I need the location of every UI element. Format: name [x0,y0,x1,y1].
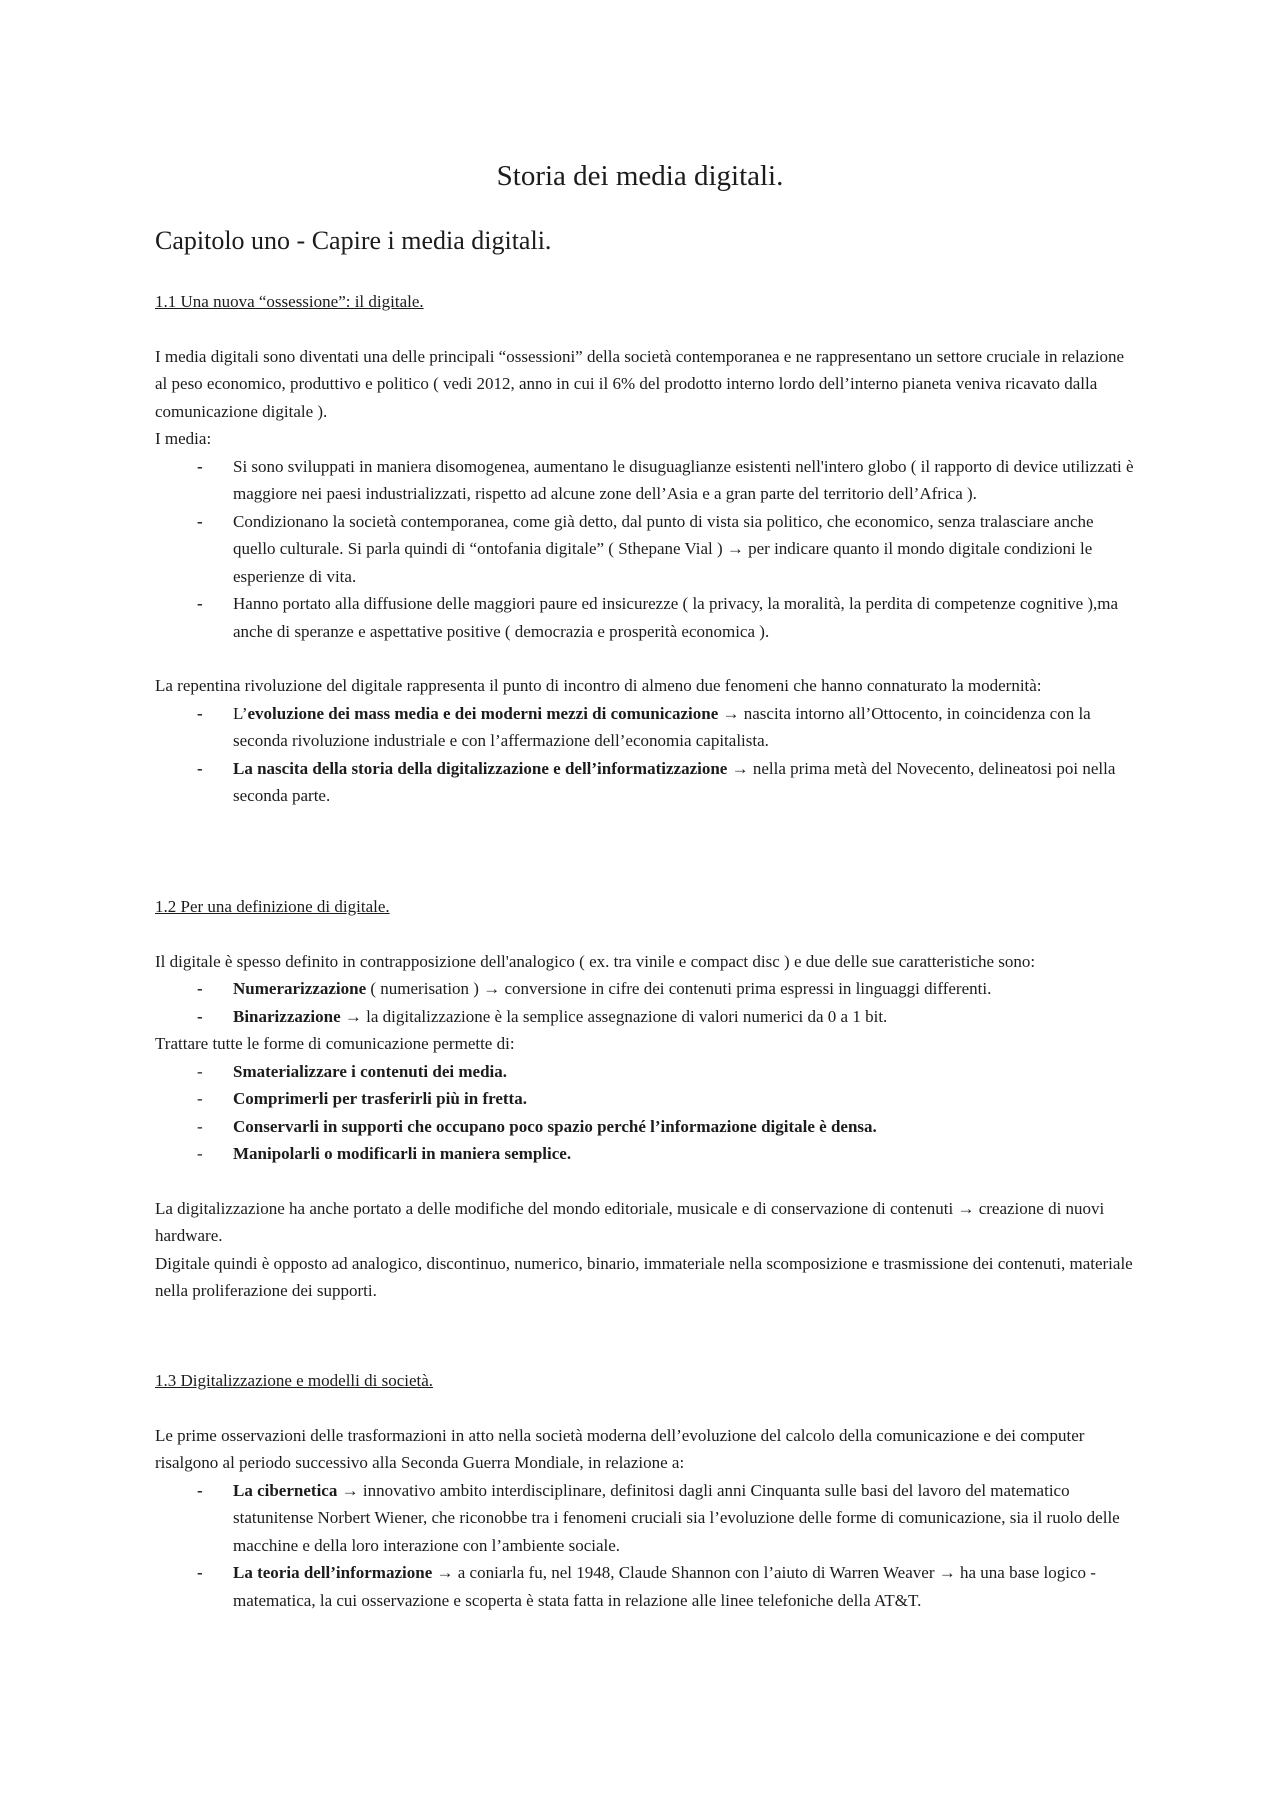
list-item-bold: La teoria dell’informazione [233,1563,433,1582]
bullet: - [197,758,203,778]
list-item [155,755,1135,810]
list-item [155,1003,1135,1031]
list-item-bold: evoluzione dei mass media e dei moderni mezzi di comunicazione [247,703,719,723]
bullet: - [197,511,203,531]
list-item-text: Si sono sviluppati in maniera disomogenea, aumentano le disuguaglianze esistenti nell'intero globo ( il rapporto di device utilizzati è maggiore nei paesi industrializzati, rispetto ad alcune zone dell’Asia e a gran parte del territorio dell’Africa ). [233,456,1134,503]
list-item [155,1085,1135,1113]
list-item-text: → innovativo ambito interdisciplinare, definitosi dagli anni Cinquanta sulle basi del lavoro del matematico statunitense Norbert Wiener, che riconobbe tra i fenomeni cruciali sia l’evoluzione delle forme di comunicazione, sia il ruolo delle macchine e della loro interazione con l’ambiente sociale. [233,1480,1120,1555]
section-1-3 [155,1367,1135,1614]
bullet: - [197,456,203,476]
section-heading: 1.2 Per una definizione di digitale. [155,897,390,916]
paragraph-conclusion: Digitale quindi è opposto ad analogico, discontinuo, numerico, binario, immateriale nella scomposizione e trasmissione dei contenuti, materiale nella proliferazione dei supporti. [155,1253,1133,1300]
media-points-list [155,453,1135,646]
section-1-2 [155,893,1135,1305]
list-item-bold: Manipolarli o modificarli in maniera semplice. [233,1144,572,1163]
list-item-prefix: L’ [233,703,248,723]
list-item [155,1477,1135,1560]
allows-list [155,1058,1135,1168]
bullet: - [197,703,203,723]
paragraph-editorial: La digitalizzazione ha anche portato a delle modifiche del mondo editoriale, musicale e di conservazione di contenuti → creazione di nuovi hardware. [155,1198,1105,1245]
section-heading: 1.1 Una nuova “ossessione”: il digitale. [155,292,424,311]
list-item [155,700,1135,755]
phenomena-list [155,700,1135,810]
list-item-text: → nella prima metà del Novecento, delineatosi poi nella seconda parte. [233,758,1116,805]
characteristics-list [155,975,1135,1030]
society-points-list [155,1477,1135,1615]
section-1-1 [155,288,1135,810]
list-item-bold: La cibernetica [233,1480,338,1500]
list-item-text: Hanno portato alla diffusione delle maggiori paure ed insicurezze ( la privacy, la moralità, la perdita di competenze cognitive ),ma anche di speranze e aspettative positive ( democrazia e prosperità economica ). [233,594,1119,641]
list-item-bold: Binarizzazione [233,1006,341,1026]
paragraph-intro: Il digitale è spesso definito in contrapposizione dell'analogico ( ex. tra vinile e compact disc ) e due delle sue caratteristiche sono: [155,951,1036,971]
list-item [155,1058,1135,1086]
paragraph-allows-intro: Trattare tutte le forme di comunicazione permette di: [155,1034,515,1053]
bullet: - [197,1116,203,1136]
list-item [155,453,1135,508]
paragraph-revolution: La repentina rivoluzione del digitale rappresenta il punto di incontro di almeno due fenomeni che hanno connaturato la modernità: [155,676,1042,695]
list-item-bold: La nascita della storia della digitalizzazione e dell’informatizzazione [233,758,728,778]
list-item [155,1140,1135,1168]
list-item-text: → nascita intorno all’Ottocento, in coincidenza con la seconda rivoluzione industriale e con l’affermazione dell’economia capitalista. [233,703,1091,750]
bullet: - [197,1144,203,1163]
list-item [155,590,1135,645]
paragraph-intro: I media digitali sono diventati una delle principali “ossessioni” della società contemporanea e ne rappresentano un settore cruciale in relazione al peso economico, produttivo e politico ( vedi 2012, anno in cui il 6% del prodotto interno lordo dell’interno pianeta veniva ricavato dalla comunicazione digitale ). [155,346,1125,421]
list-item-text: → la digitalizzazione è la semplice assegnazione di valori numerici da 0 a 1 bit. [340,1006,888,1026]
list-item [155,975,1135,1003]
bullet: - [197,1061,203,1081]
bullet: - [197,1089,203,1108]
list-item [155,508,1135,591]
list-item [155,1113,1135,1141]
bullet: - [197,1480,203,1500]
bullet: - [197,979,203,998]
list-item-text: → a coniarla fu, nel 1948, Claude Shannon con l’aiuto di Warren Weaver → ha una base logico - matematica, la cui osservazione e scoperta è stata fatta in relazione alle linee telefoniche della AT&T. [233,1563,1096,1610]
document-title: Storia dei media digitali. [496,160,784,192]
paragraph-media-label: I media: [155,429,212,448]
bullet: - [197,1563,203,1582]
bullet: - [197,1006,203,1026]
paragraph-intro: Le prime osservazioni delle trasformazioni in atto nella società moderna dell’evoluzione del calcolo della comunicazione e dei computer risalgono al periodo successivo alla Seconda Guerra Mondiale, in relazione a: [155,1425,1085,1472]
section-heading: 1.3 Digitalizzazione e modelli di società. [155,1371,434,1390]
chapter-title: Capitolo uno - Capire i media digitali. [155,226,552,255]
list-item-bold: Smaterializzare i contenuti dei media. [233,1061,507,1081]
list-item-bold: Conservarli in supporti che occupano poco spazio perché l’informazione digitale è densa. [233,1116,877,1136]
list-item-text: ( numerisation ) → conversione in cifre dei contenuti prima espressi in linguaggi differenti. [366,979,992,998]
bullet: - [197,594,203,613]
list-item-text: Condizionano la società contemporanea, come già detto, dal punto di vista sia politico, che economico, senza tralasciare anche quello culturale. Si parla quindi di “ontofania digitale” ( Sthepane Vial ) → per indicare quanto il mondo digitale condizioni le esperienze di vita. [233,511,1094,586]
list-item-bold: Comprimerli per trasferirli più in fretta. [233,1089,527,1108]
list-item [155,1559,1135,1614]
list-item-bold: Numerarizzazione [233,979,367,998]
